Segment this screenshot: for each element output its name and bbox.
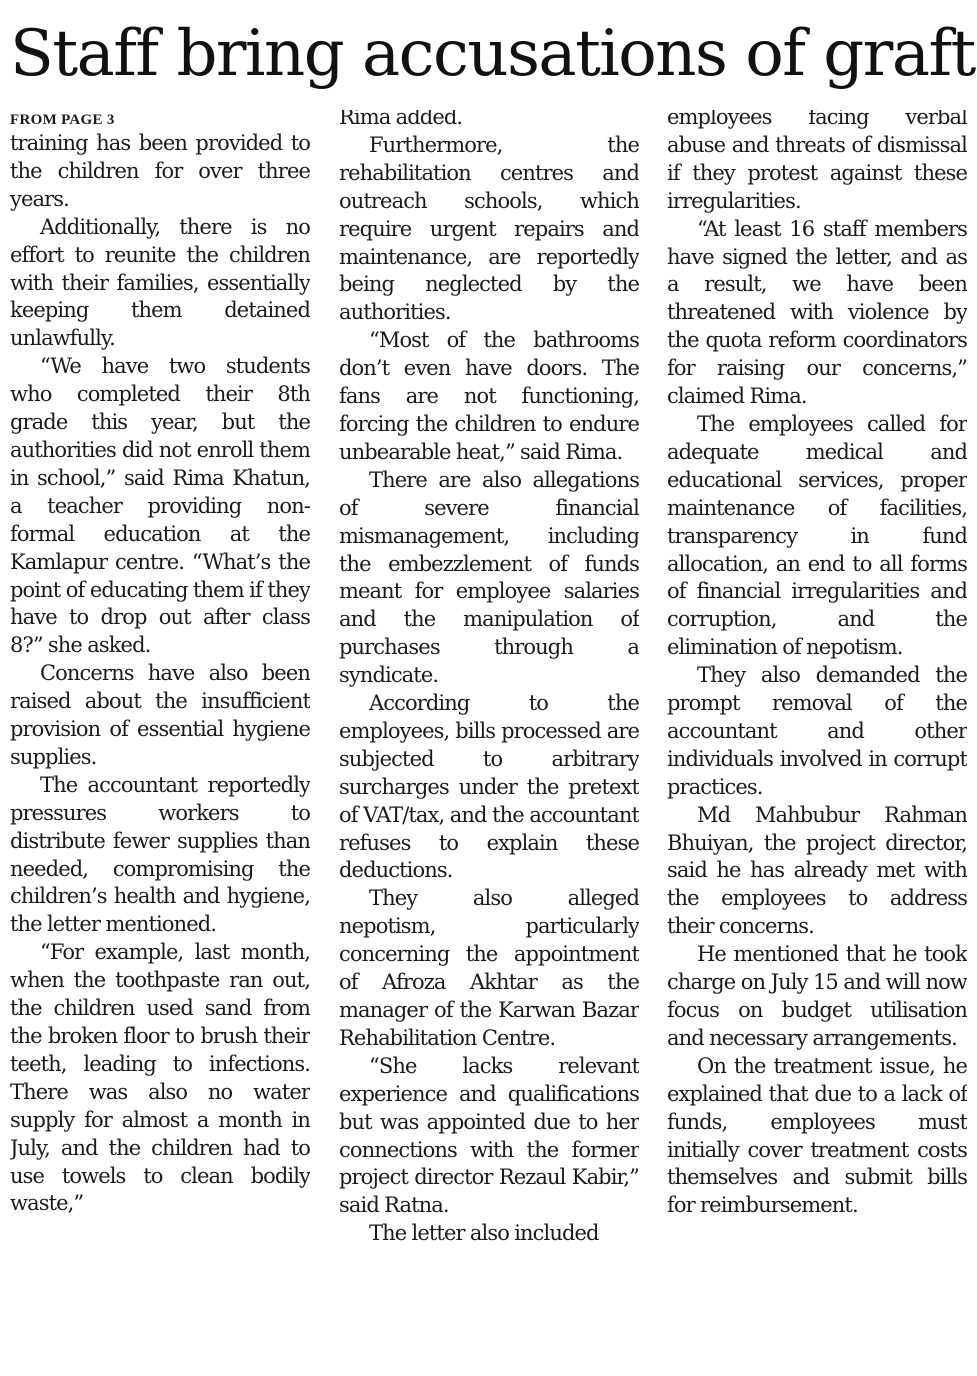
paragraph: The employees called for adequate medical and educational services, proper maintenance of facilities, transparency in fund allocation, an end to all forms of financial irregularities and corruption, and the elimination of nepotism.: [667, 411, 967, 660]
paragraph: On the treatment issue, he explained that due to a lack of funds, employees must initially cover treatment costs themselves and submit bills for reimbursement.: [667, 1053, 967, 1218]
article-body: [10, 110, 968, 1372]
paragraph: employees facing verbal abuse and threats of dismissal if they protest against these irregularities.: [667, 110, 967, 213]
paragraph: According to the employees, bills processed are subjected to arbitrary surcharges under the pretext of VAT/tax, and the accountant refuses to explain these deductions.: [339, 691, 639, 883]
paragraph: They also alleged nepotism, particularly concerning the appointment of Afroza Akhtar as the manager of the Karwan Bazar Rehabilitation Centre.: [339, 886, 639, 1050]
paragraph: Furthermore, the rehabilitation centres and outreach schools, which require urgent repairs and maintenance, are reportedly being neglected by the authorities.: [339, 132, 639, 325]
article-column-3: [667, 110, 967, 1372]
paragraph: He mentioned that he took charge on July 15 and will now focus on budget utilisation and necessary arrangements.: [667, 942, 967, 1050]
headline: Staff bring accusations of graft: [10, 17, 975, 91]
article-column-1: [10, 110, 310, 1372]
paragraph: The accountant reportedly pressures workers to distribute fewer supplies than needed, compromising the children’s health and hygiene, the letter mentioned.: [10, 772, 310, 937]
paragraph: “Most of the bathrooms don’t even have doors. The fans are not functioning, forcing the children to endure unbearable heat,” said Rima.: [339, 328, 639, 464]
paragraph: “She lacks relevant experience and qualifications but was appointed due to her connections with the former project director Rezaul Kabir,” said Ratna.: [339, 1053, 639, 1218]
paragraph: Additionally, there is no effort to reunite the children with their families, essentially keeping them detained unlawfully.: [10, 214, 310, 351]
paragraph: training has been provided to the children for over three years.: [10, 131, 310, 211]
paragraph: The letter also included: [369, 1221, 599, 1246]
paragraph: “For example, last month, when the toothpaste ran out, the children used sand from the broken floor to brush their teeth, leading to infections. There was also no water supply for almost a month in July, and the children had to use towels to clean bodily waste,”: [10, 940, 310, 1216]
paragraph: They also demanded the prompt removal of the accountant and other individuals involved in corrupt practices.: [667, 663, 967, 799]
paragraph: Md Mahbubur Rahman Bhuiyan, the project director, said he has already met with the employees to address their concerns.: [667, 802, 967, 939]
paragraph: Rima added.: [339, 110, 463, 129]
paragraph: “At least 16 staff members have signed the letter, and as a result, we have been threatened with violence by the quota reform coordinators for raising our concerns,” claimed Rima.: [667, 216, 967, 409]
paragraph: Concerns have also been raised about the insufficient provision of essential hygiene supplies.: [10, 661, 310, 769]
paragraph: “We have two students who completed their 8th grade this year, but the authorities did not enroll them in school,” said Rima Khatun, a teacher providing non-formal education at the Kamlapur centre. “What’s the point of educating them if they have to drop out after class 8?” she asked.: [10, 354, 310, 658]
jump-label: FROM PAGE 3: [10, 112, 115, 128]
article-column-2: [339, 110, 639, 1372]
paragraph: There are also allegations of severe financial mismanagement, including the embezzlement of funds meant for employee salaries and the manipulation of purchases through a syndicate.: [339, 467, 639, 688]
